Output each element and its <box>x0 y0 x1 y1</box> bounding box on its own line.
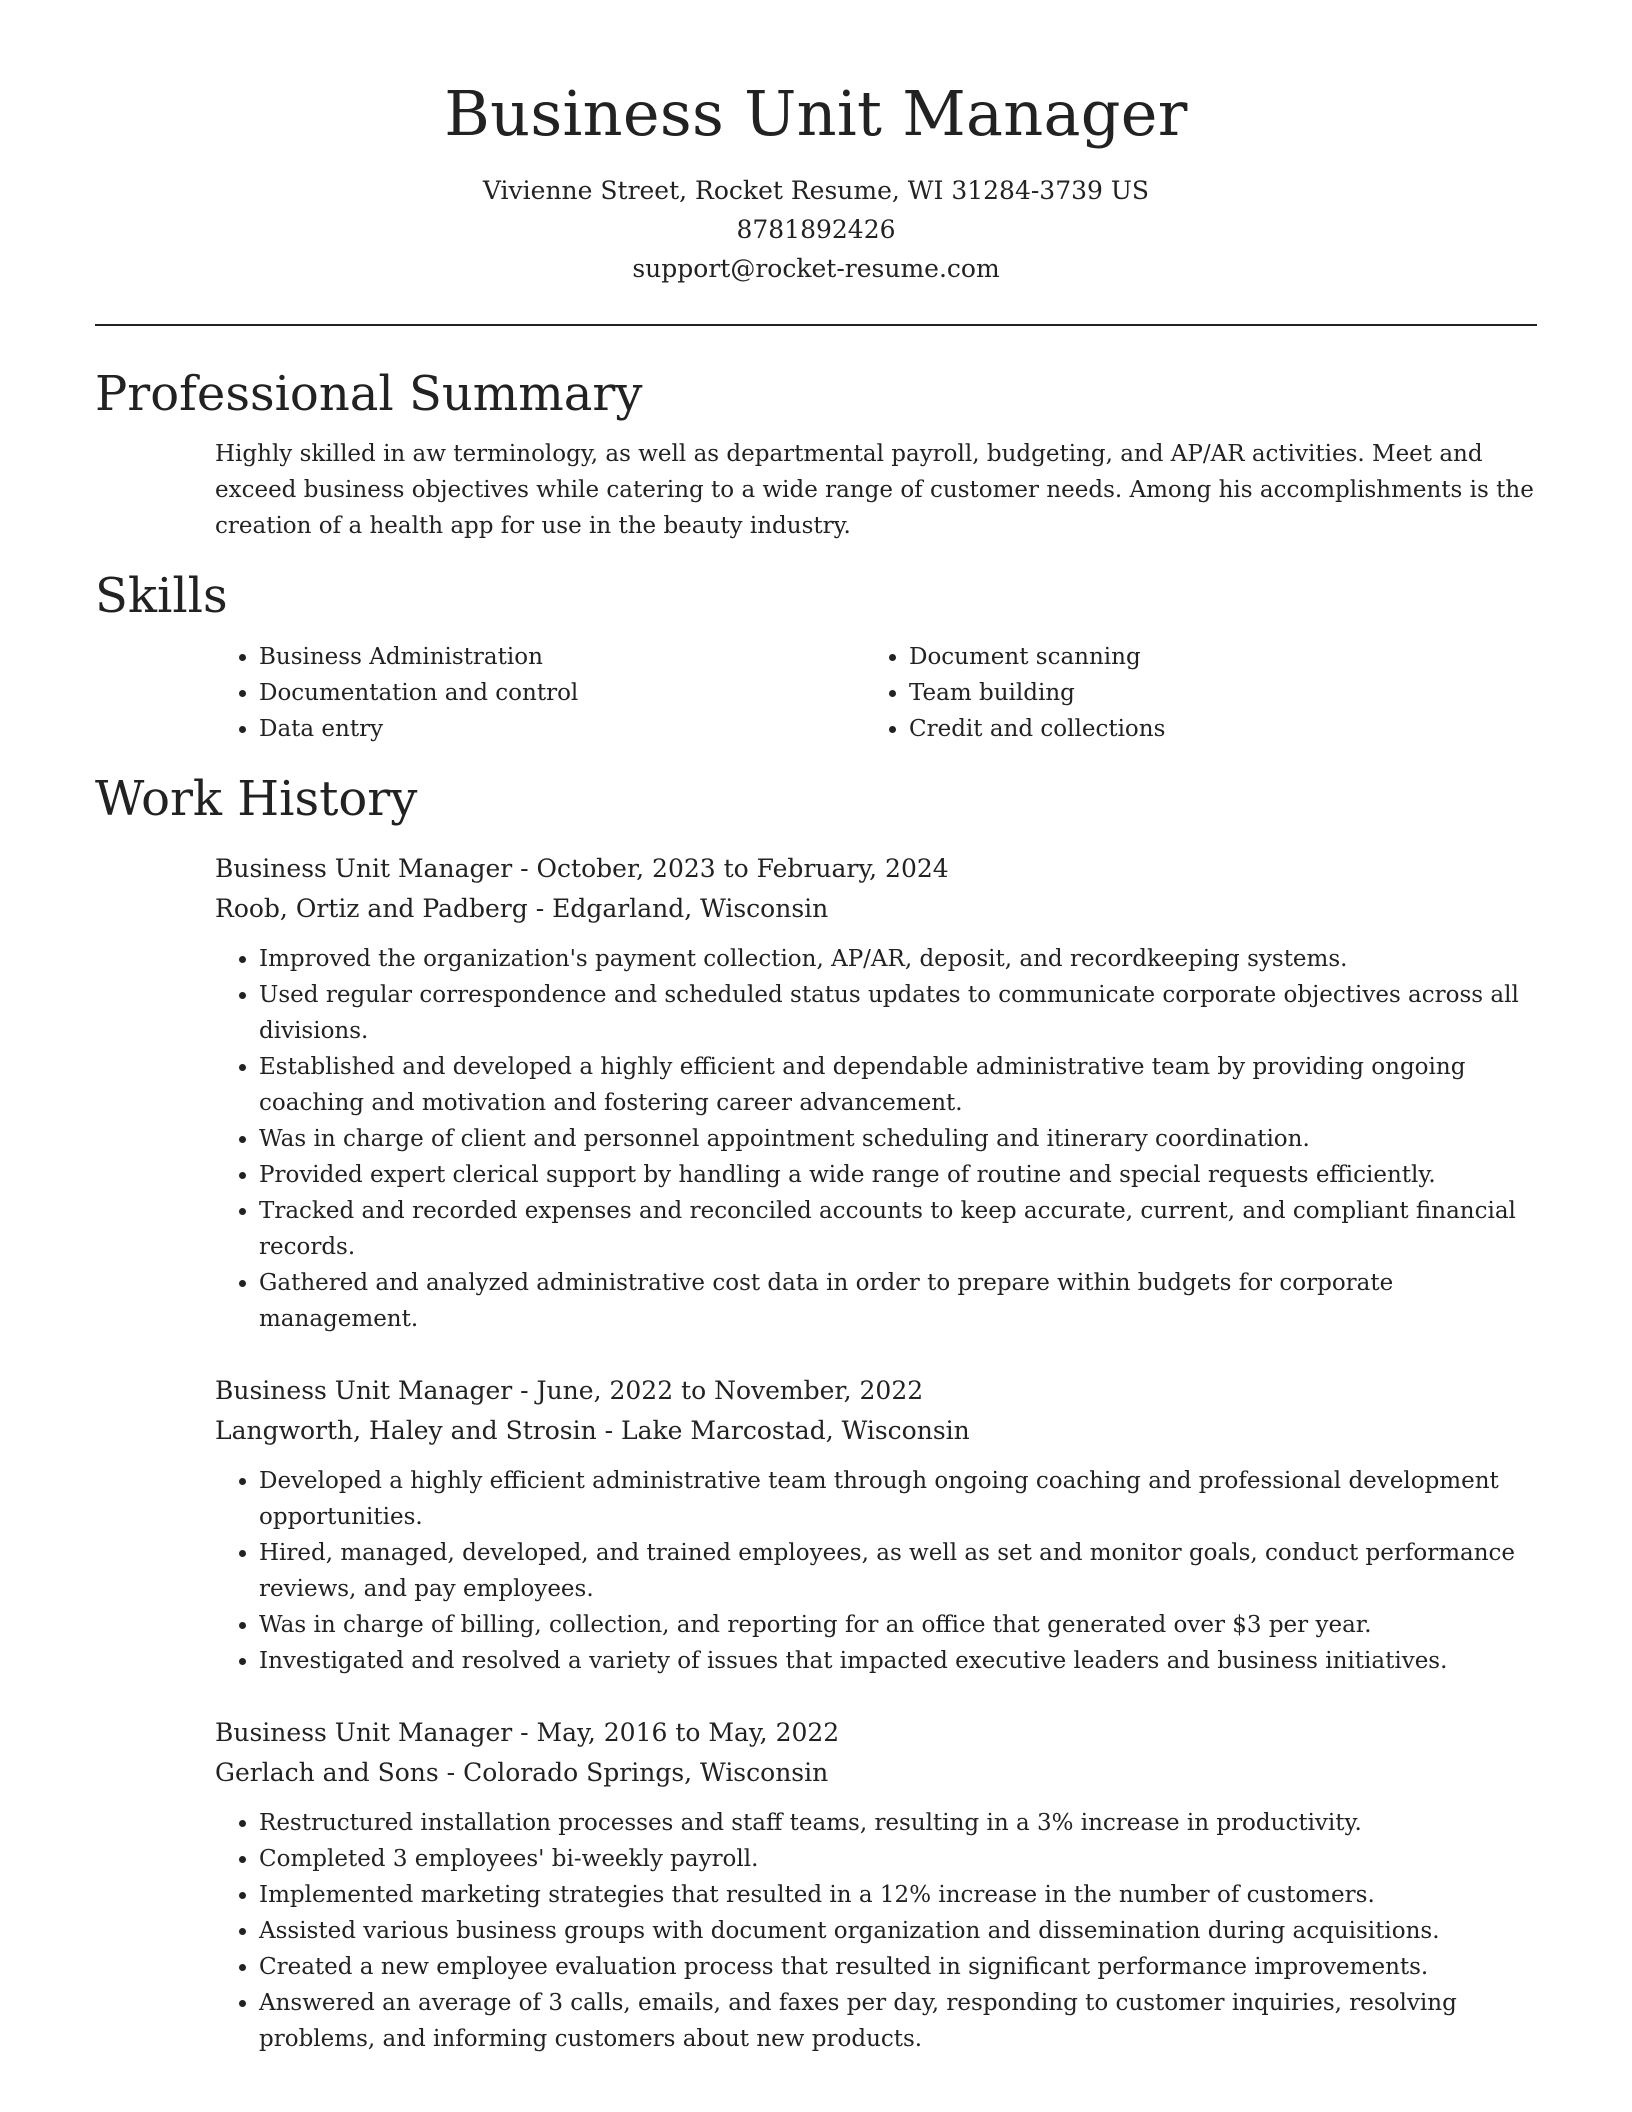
job-bullets <box>215 941 1537 1337</box>
resume-name: Business Unit Manager <box>444 77 1188 150</box>
skills-list-right <box>863 639 1165 747</box>
job-role-line: Business Unit Manager - May, 2016 to May, 2022 <box>215 1718 840 1748</box>
contact-address: Vivienne Street, Rocket Resume, WI 31284-3739 US <box>482 176 1150 206</box>
contact-email: support@rocket-resume.com <box>632 254 1000 284</box>
job-bullet: • Tracked and recorded expenses and reconciled accounts to keep accurate, current, and compliant financial records. <box>259 1193 1537 1265</box>
job-bullet: • Hired, managed, developed, and trained employees, as well as set and monitor goals, conduct performance reviews, and pay employees. <box>259 1535 1537 1607</box>
skills-grid <box>215 639 1537 747</box>
skill-item: • Document scanning <box>909 639 1165 675</box>
job-bullet: • Used regular correspondence and scheduled status updates to communicate corporate objectives across all divisions. <box>259 977 1537 1049</box>
skills-section <box>95 568 1537 748</box>
job-company-line: Gerlach and Sons - Colorado Springs, Wisconsin <box>215 1758 829 1788</box>
job-bullet: • Gathered and analyzed administrative cost data in order to prepare within budgets for corporate management. <box>259 1265 1537 1337</box>
job-role-line: Business Unit Manager - June, 2022 to November, 2022 <box>215 1376 924 1406</box>
skill-item: • Data entry <box>259 711 863 747</box>
job-role-line: Business Unit Manager - October, 2023 to February, 2024 <box>215 854 949 884</box>
job-bullet: • Was in charge of billing, collection, and reporting for an office that generated over $3 per year. <box>259 1607 1537 1643</box>
job-bullet: • Implemented marketing strategies that resulted in a 12% increase in the number of customers. <box>259 1877 1537 1913</box>
job-entry <box>215 849 1537 1337</box>
contact-block <box>95 171 1537 288</box>
job-bullet: • Established and developed a highly efficient and dependable administrative team by providing ongoing coaching and motivation and fostering career advancement. <box>259 1049 1537 1121</box>
skills-heading: Skills <box>95 567 228 624</box>
job-bullet: • Answered an average of 3 calls, emails, and faxes per day, responding to customer inquiries, resolving problems, and informing customers about new products. <box>259 1985 1537 2057</box>
job-bullets <box>215 1805 1537 2057</box>
job-bullet: • Investigated and resolved a variety of issues that impacted executive leaders and business initiatives. <box>259 1643 1537 1679</box>
job-bullets <box>215 1463 1537 1679</box>
job-entry <box>215 1713 1537 2057</box>
job-bullet: • Provided expert clerical support by handling a wide range of routine and special requests efficiently. <box>259 1157 1537 1193</box>
skill-item: • Credit and collections <box>909 711 1165 747</box>
job-company-line: Langworth, Haley and Strosin - Lake Marcostad, Wisconsin <box>215 1416 970 1446</box>
job-entry <box>215 1371 1537 1679</box>
job-bullet: • Completed 3 employees' bi-weekly payroll. <box>259 1841 1537 1877</box>
contact-phone: 8781892426 <box>736 215 896 245</box>
job-bullet: • Assisted various business groups with document organization and dissemination during acquisitions. <box>259 1913 1537 1949</box>
skill-item: • Team building <box>909 675 1165 711</box>
job-company-line: Roob, Ortiz and Padberg - Edgarland, Wisconsin <box>215 894 829 924</box>
job-bullet: • Restructured installation processes and staff teams, resulting in a 3% increase in productivity. <box>259 1805 1537 1841</box>
header-divider <box>95 324 1537 326</box>
resume-header <box>95 0 1537 288</box>
work-history-heading: Work History <box>95 771 418 828</box>
skills-list-left <box>215 639 863 747</box>
summary-heading: Professional Summary <box>95 366 643 423</box>
summary-text: Highly skilled in aw terminology, as well as departmental payroll, budgeting, and AP/AR activities. Meet and exceed business objectives while catering to a wide range of customer needs. Among his accomplishments is the creation of a health app for use in the beauty industry. <box>215 440 1534 539</box>
job-bullet: • Improved the organization's payment collection, AP/AR, deposit, and recordkeeping systems. <box>259 941 1537 977</box>
skill-item: • Business Administration <box>259 639 863 675</box>
job-bullet: • Was in charge of client and personnel appointment scheduling and itinerary coordination. <box>259 1121 1537 1157</box>
work-history-section <box>95 771 1537 2057</box>
skill-item: • Documentation and control <box>259 675 863 711</box>
job-bullet: • Developed a highly efficient administrative team through ongoing coaching and professional development opportunities. <box>259 1463 1537 1535</box>
summary-section <box>95 366 1537 544</box>
job-bullet: • Created a new employee evaluation process that resulted in significant performance improvements. <box>259 1949 1537 1985</box>
